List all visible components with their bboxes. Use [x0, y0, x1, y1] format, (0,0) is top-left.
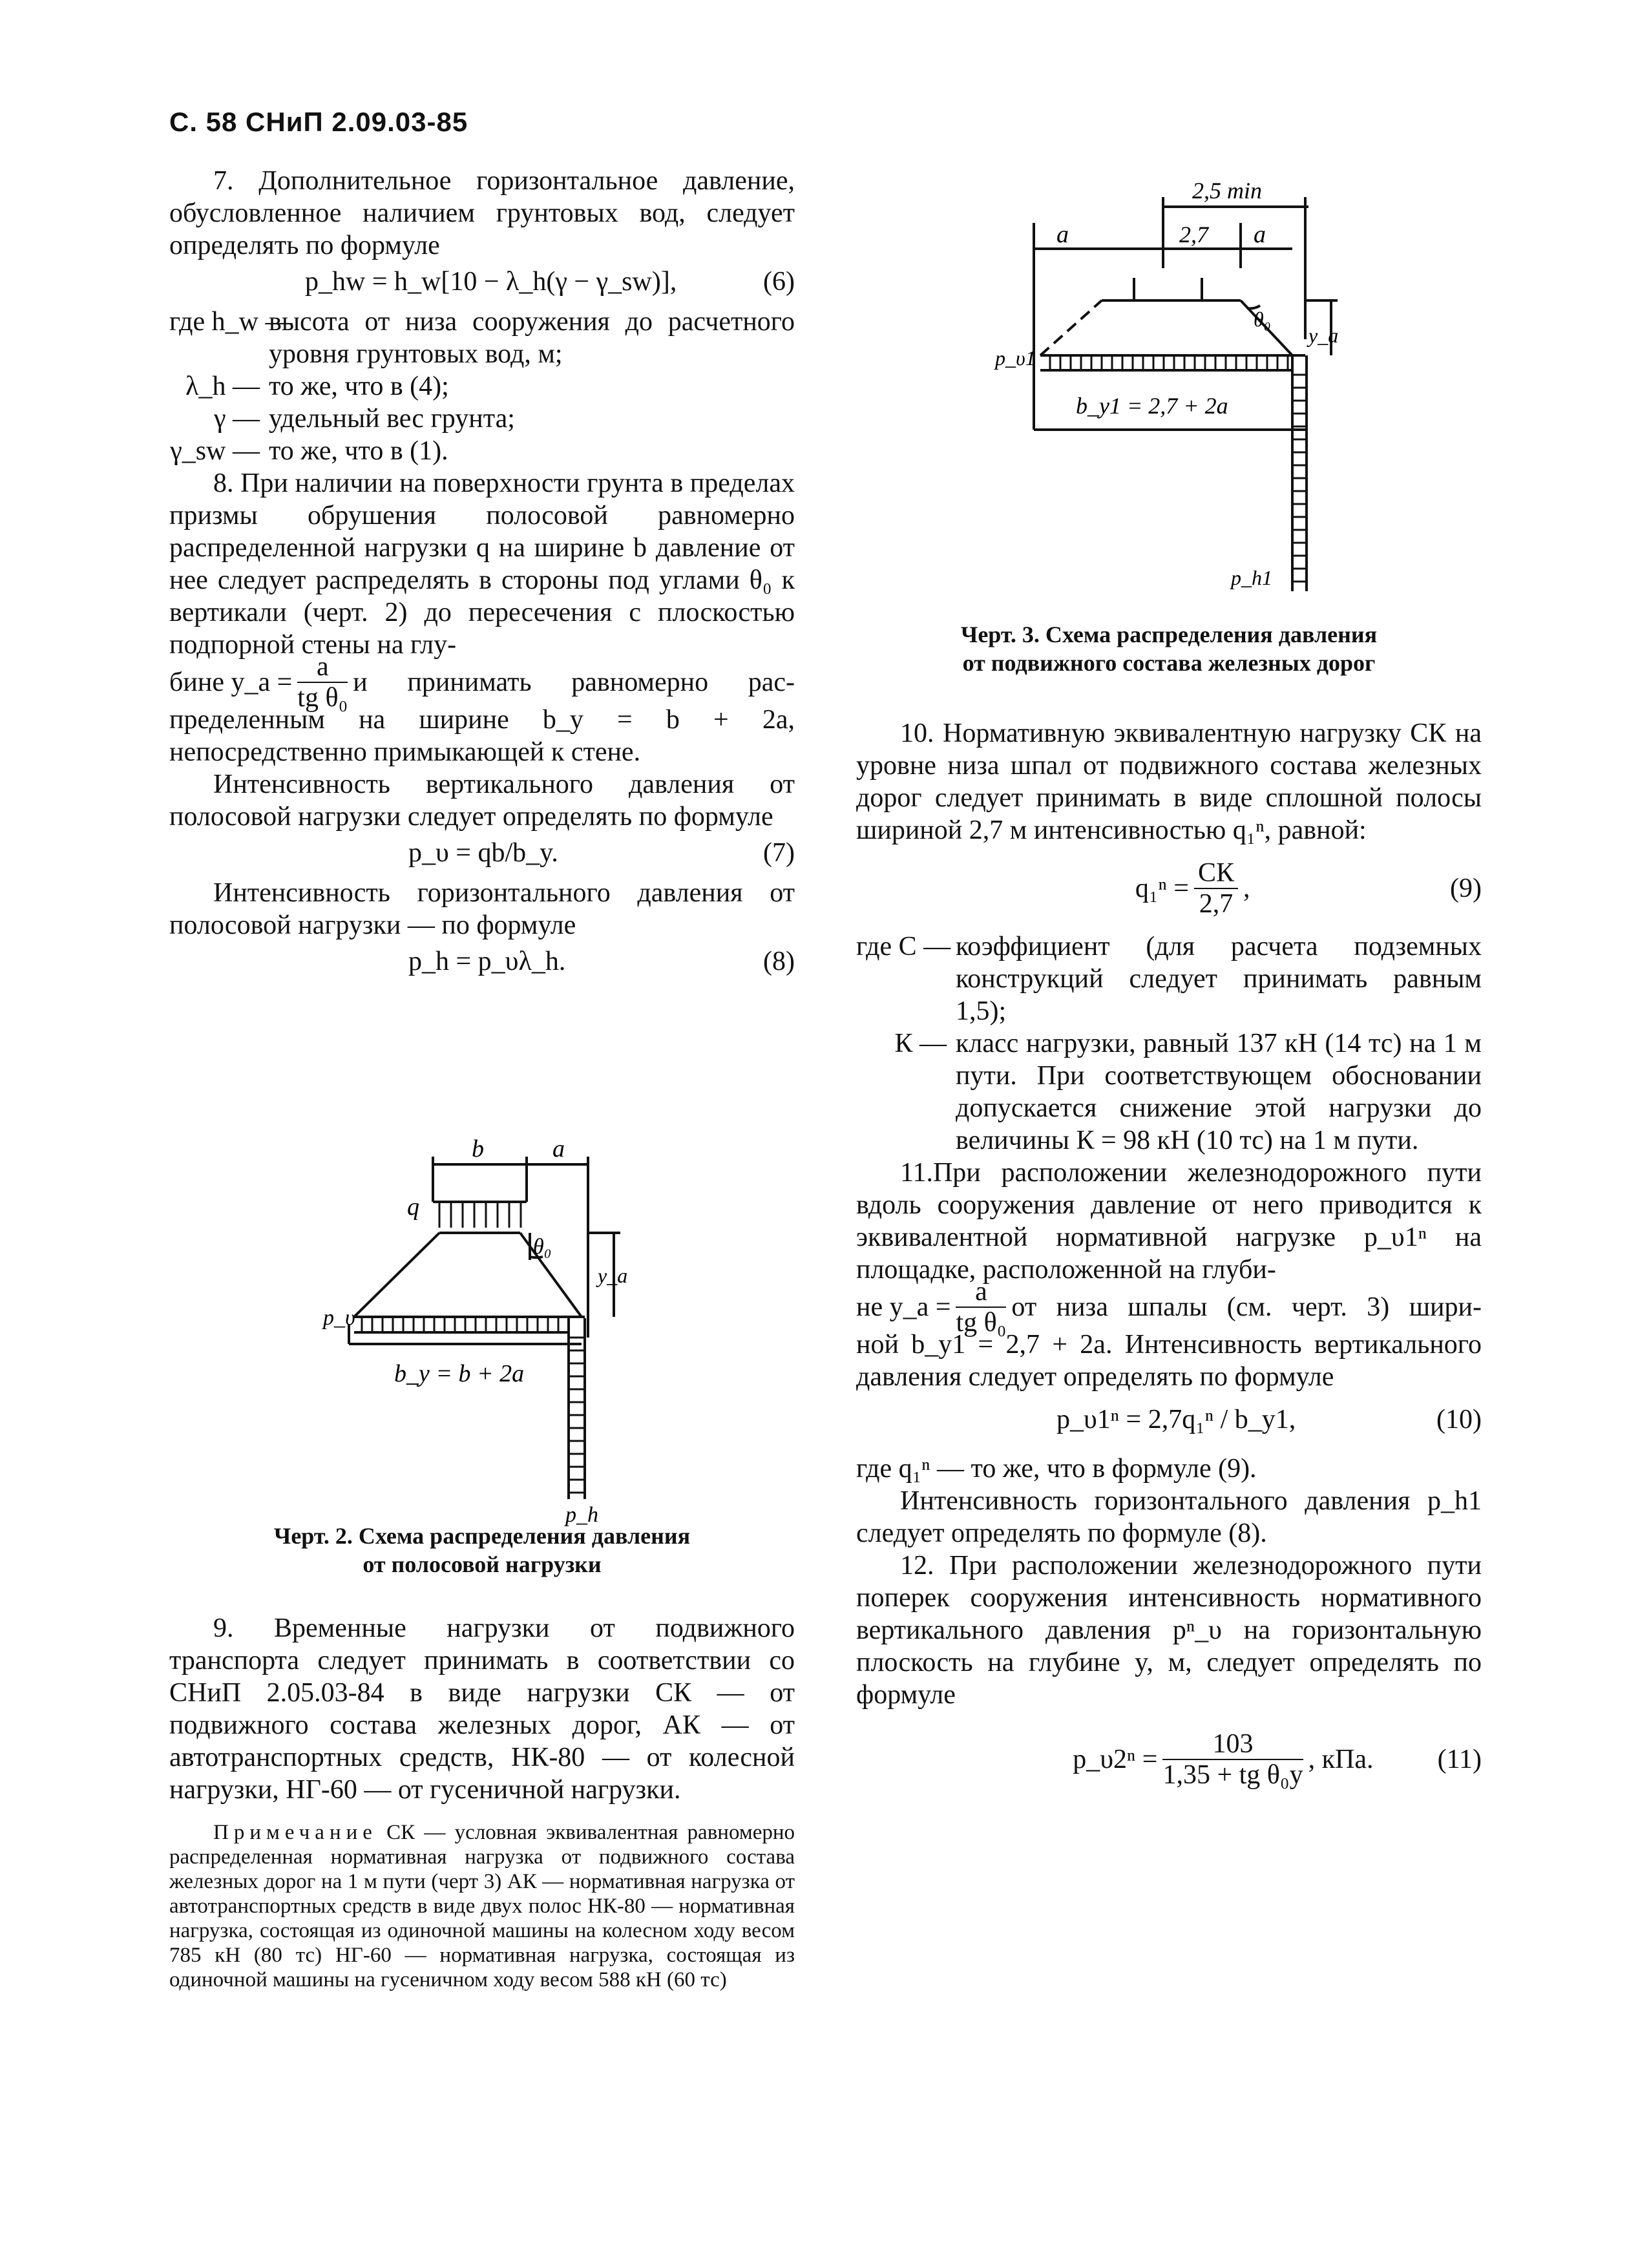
- figure-2-caption-line1: Черт. 2. Схема распределения давления: [273, 1523, 691, 1549]
- fig3-label-theta: θ₀: [1254, 308, 1271, 331]
- fig2-label-ph: p_h: [565, 1503, 598, 1527]
- formula-8-expr: p_h = p_υλ_h.: [408, 947, 566, 976]
- p8-fraction-num: a: [297, 652, 348, 683]
- figure-2-diagram: [310, 1131, 646, 1527]
- formula-11-num: 103: [1162, 1729, 1303, 1760]
- p11-pre: не y_a =: [856, 1292, 951, 1322]
- where-symbol: К —: [894, 1029, 947, 1058]
- where-definition: коэффициент (для расчета подземных конструкций следует принимать равным 1,5);: [956, 932, 1482, 1026]
- where-list-9: [856, 930, 1482, 1157]
- formula-9-lhs: q₁ⁿ =: [1135, 874, 1189, 903]
- formula-10: [856, 1397, 1482, 1449]
- note-text: СК — условная эквивалентная равномерно распределенная нормативная нагрузка от подвижного состава железных дорог на 1 м пути (черт 3) АК — нормативная нагрузка от автотранспортных средств в виде двух полос НК-80 — нормативная нагрузка, состоящая из одиночной машины на колесном ходу весом 785 кН (80 тс) НГ-60 — нормативная нагрузка, состоящая из одиночной машины на гусеничном ходу весом 588 кН (60 тс): [169, 1821, 795, 1991]
- where-row: [169, 370, 795, 403]
- paragraph-10: 10. Нормативную эквивалентную нагрузку СК на уровне низа шпал от подвижного состава железных дорог следует принимать в виде сплошной полосы шириной 2,7 м интенсивностью q₁ⁿ, равной:: [856, 719, 1482, 845]
- paragraph-int-v: Интенсивность вертикального давления от полосовой нагрузки следует определять по формуле: [169, 770, 795, 832]
- formula-6-expr: p_hw = h_w[10 − λ_h(γ − γ_sw)],: [305, 267, 677, 297]
- formula-11: [856, 1711, 1482, 1808]
- where-row: [856, 1027, 1482, 1157]
- paragraph-8: 8. При наличии на поверхности грунта в пределах призмы обрушения полосовой равномерно распределенной нагрузки q на ширине b давление от нее следует распределять в стороны под углами θ₀ к вертикали (черт. 2) до пересечения с плоскостью подпорной стены на глу-: [169, 468, 795, 660]
- left-column-bottom: [169, 1612, 795, 1992]
- p8-fraction-den: tg θ₀: [297, 683, 348, 713]
- where-row: [169, 435, 795, 467]
- figure-3-caption: [856, 620, 1482, 677]
- figure-3-arrows: [1050, 357, 1307, 582]
- fig2-label-theta: θ₀: [533, 1235, 552, 1259]
- p11-post: от низа шпалы (см. черт. 3) шири-: [1011, 1292, 1482, 1322]
- note: [169, 1820, 795, 1992]
- formula-10-number: (10): [1436, 1405, 1482, 1434]
- formula-7-expr: p_υ = qb/b_y.: [408, 838, 558, 868]
- page-header: С. 58 СНиП 2.09.03-85: [169, 107, 468, 137]
- paragraph-7: 7. Дополнительное горизонтальное давление, обусловленное наличием грунтовых вод, следует определять по формуле: [169, 166, 795, 260]
- paragraph-int-h: Интенсивность горизонтального давления от полосовой нагрузки — по формуле: [169, 878, 795, 940]
- where-row: [169, 306, 795, 370]
- figure-2-caption: [169, 1522, 795, 1579]
- left-column: [169, 165, 795, 985]
- where-definition: высота от низа сооружения до расчетного уровня грунтовых вод, м;: [269, 307, 795, 369]
- where-symbol: λ_h —: [185, 372, 260, 401]
- fig3-label-ph1: p_h1: [1231, 566, 1272, 589]
- fig3-label-a1: a: [1056, 221, 1069, 248]
- formula-7: [169, 837, 795, 873]
- formula-11-number: (11): [1437, 1745, 1482, 1774]
- where-symbol: где h_w —: [169, 307, 293, 337]
- formula-9-number: (9): [1450, 874, 1482, 903]
- formula-11-fraction: [1162, 1729, 1303, 1790]
- fig2-label-pv: p_υ: [323, 1306, 355, 1330]
- where-symbol: где С —: [856, 932, 951, 961]
- p8-post: и принимать равномерно рас-: [353, 667, 795, 697]
- fig3-label-27: 2,7: [1179, 222, 1208, 247]
- formula-9-fraction: [1194, 858, 1238, 919]
- paragraph-11: 11.При расположении железнодорожного пути вдоль сооружения давление от него приводится к эквивалентной нормативной нагрузке p_υ1ⁿ на площадке, расположенной на глуби-: [856, 1158, 1482, 1285]
- formula-10-expr: p_υ1ⁿ = 2,7q₁ⁿ / b_y1,: [1056, 1405, 1296, 1434]
- where-definition: то же, что в (4);: [269, 372, 449, 401]
- fig2-label-by: b_y = b + 2a: [394, 1360, 525, 1387]
- paragraph-11-end: ной b_y1 = 2,7 + 2a. Интенсивность вертикального давления следует определять по формуле: [856, 1330, 1482, 1392]
- p11-fraction-den: tg θ₀: [956, 1308, 1007, 1338]
- paragraph-11-fraction-line: [856, 1277, 1482, 1338]
- fig2-label-b: b: [472, 1135, 484, 1162]
- p11-fraction-num: a: [956, 1277, 1006, 1308]
- where-definition: то же, что в (1).: [269, 436, 448, 466]
- formula-9: [856, 846, 1482, 930]
- fig3-label-by1: b_y1 = 2,7 + 2a: [1076, 393, 1228, 419]
- fig2-label-a: a: [552, 1135, 565, 1162]
- fig3-label-pv1: p_υ1: [995, 346, 1036, 370]
- where-symbol: γ —: [213, 404, 260, 434]
- fig2-label-q: q: [407, 1193, 419, 1221]
- where-row: [856, 930, 1482, 1027]
- figure-3-caption-line2: от подвижного состава железных дорог: [962, 650, 1376, 676]
- right-column: [856, 717, 1482, 1808]
- fig3-label-min: 2,5 min: [1192, 178, 1262, 204]
- formula-9-den: 2,7: [1199, 889, 1234, 919]
- where-definition: удельный вес грунта;: [269, 404, 515, 434]
- where-list-6: [169, 306, 795, 467]
- paragraph-where-q: где q₁ⁿ — то же, что в формуле (9).: [856, 1454, 1257, 1484]
- paragraph-8-end: пределенным на ширине b_y = b + 2a, непосредственно примыкающей к стене.: [169, 705, 795, 767]
- where-definition: класс нагрузки, равный 137 кН (14 тс) на 1 м пути. При соответствующем обосновании допускается снижение этой нагрузки до величины К = 98 кН (10 тс) на 1 м пути.: [956, 1029, 1482, 1155]
- fig3-label-ya: y_a: [1308, 324, 1339, 347]
- figure-2-caption-line2: от полосовой нагрузки: [362, 1551, 602, 1577]
- formula-11-den: 1,35 + tg θ₀y: [1162, 1760, 1303, 1790]
- fig2-label-ya: y_a: [598, 1264, 628, 1287]
- where-symbol: γ_sw —: [170, 436, 260, 466]
- paragraph-int-h1: Интенсивность горизонтального давления p_h1 следует определять по формуле (8).: [856, 1486, 1482, 1548]
- formula-6: [169, 266, 795, 302]
- formula-11-lhs: p_υ2ⁿ =: [1073, 1745, 1158, 1774]
- where-row: [169, 403, 795, 435]
- figure-3-diagram: [969, 171, 1370, 611]
- formula-8-number: (8): [763, 947, 795, 976]
- p8-pre: бине y_a =: [169, 667, 293, 697]
- formula-11-tail: , кПа.: [1308, 1745, 1374, 1774]
- formula-6-number: (6): [763, 267, 795, 297]
- fig3-label-a2: a: [1254, 221, 1266, 248]
- paragraph-8-fraction-line: [169, 652, 795, 713]
- paragraph-12: 12. При расположении железнодорожного пути поперек сооружения интенсивность нормативного вертикального давления pⁿ_υ на горизонтальную плоскость на глубине y, м, следует определять по формуле: [856, 1551, 1482, 1710]
- formula-8: [169, 945, 795, 982]
- figure-3-caption-line1: Черт. 3. Схема распределения давления: [960, 622, 1378, 647]
- paragraph-9: 9. Временные нагрузки от подвижного транспорта следует принимать в соответствии со СНиП 2.05.03-84 в виде нагрузки СК — от подвижного состава железных дорог, АК — от автотранспортных средств, НК-80 — от колесной нагрузки, НГ-60 — от гусеничной нагрузки.: [169, 1613, 795, 1805]
- note-title: Примечание: [213, 1821, 377, 1844]
- formula-9-num: СК: [1194, 858, 1238, 889]
- formula-9-tail: ,: [1243, 874, 1250, 903]
- formula-7-number: (7): [763, 838, 795, 868]
